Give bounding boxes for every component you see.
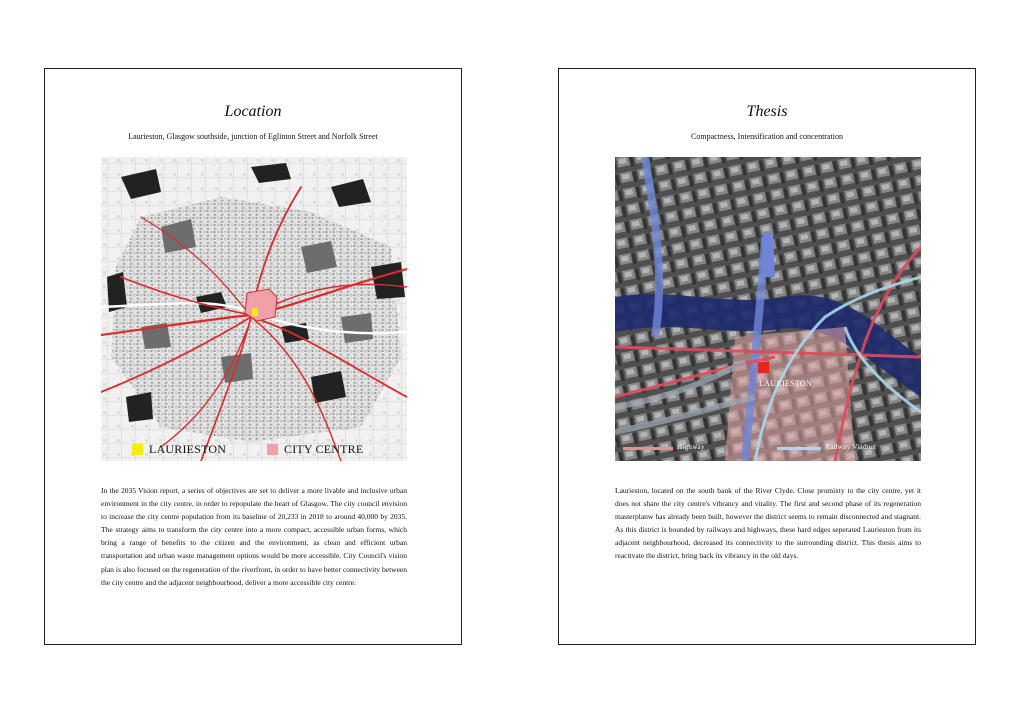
legend-city-centre [267, 442, 363, 457]
glasgow-location-map [101, 157, 407, 461]
legend-label: LAURIESTON [149, 442, 227, 456]
page-subtitle: Laurieston, Glasgow southside, junction of Eglinton Street and Norfolk Street [128, 132, 378, 141]
page-title: Thesis [746, 103, 788, 120]
laurieston-map-label: LAURIESTON [759, 379, 813, 388]
thesis-page [558, 68, 976, 645]
city-centre-swatch-icon [267, 444, 278, 455]
railway-legend-label: Railway Viaduct [825, 443, 877, 451]
legend-label: CITY CENTRE [284, 442, 364, 456]
thesis-body-text: Laurieston, located on the south bank of the River Clyde. Close promixty to the city centre, yet it does not share the city centre's vibrancy and vitality. The first and second phase of its regeneration masterplanw has already been built, however the district seems to remain disconnected and stagnant. As this district is bounded by railways and highways, these hard edges seperated Laurieston from its adjacent neighbourhood, decreased its connectivity to the surrounding district. This thesis aims to reactivate the district, bring back its vibrancy in the old days. [615, 486, 921, 561]
laurieston-aerial-map [615, 157, 921, 461]
laurieston-swatch-icon [132, 444, 143, 455]
location-page [44, 68, 462, 645]
legend-laurieston [132, 442, 226, 457]
location-body-text: In the 2035 Vision report, a series of objectives are set to deliver a more livable and inclusive urban environment in the city centre, in order to repopulate the heart of Glasgow. The city council envision to increase the city centre population from its baseline of 20,233 in 2018 to around 40,000 by 2035. The strategy aims to transform the city centre into a more compact, accessible urban forms, which bring a range of benefits to the citizen and the environment, as clean and efficient urban transportation and urban waste management options would be more accessible. City Council's vision plan is also focused on the regeneration of the riverfront, in order to have better connectivity between the city centre and the adjacent neighbourhood, deliver a more accessible city centre. [101, 486, 407, 587]
page-subtitle: Compactness, Intensification and concentration [691, 132, 843, 141]
page-title: Location [224, 103, 282, 120]
highway-legend-label: Highway [677, 443, 705, 451]
